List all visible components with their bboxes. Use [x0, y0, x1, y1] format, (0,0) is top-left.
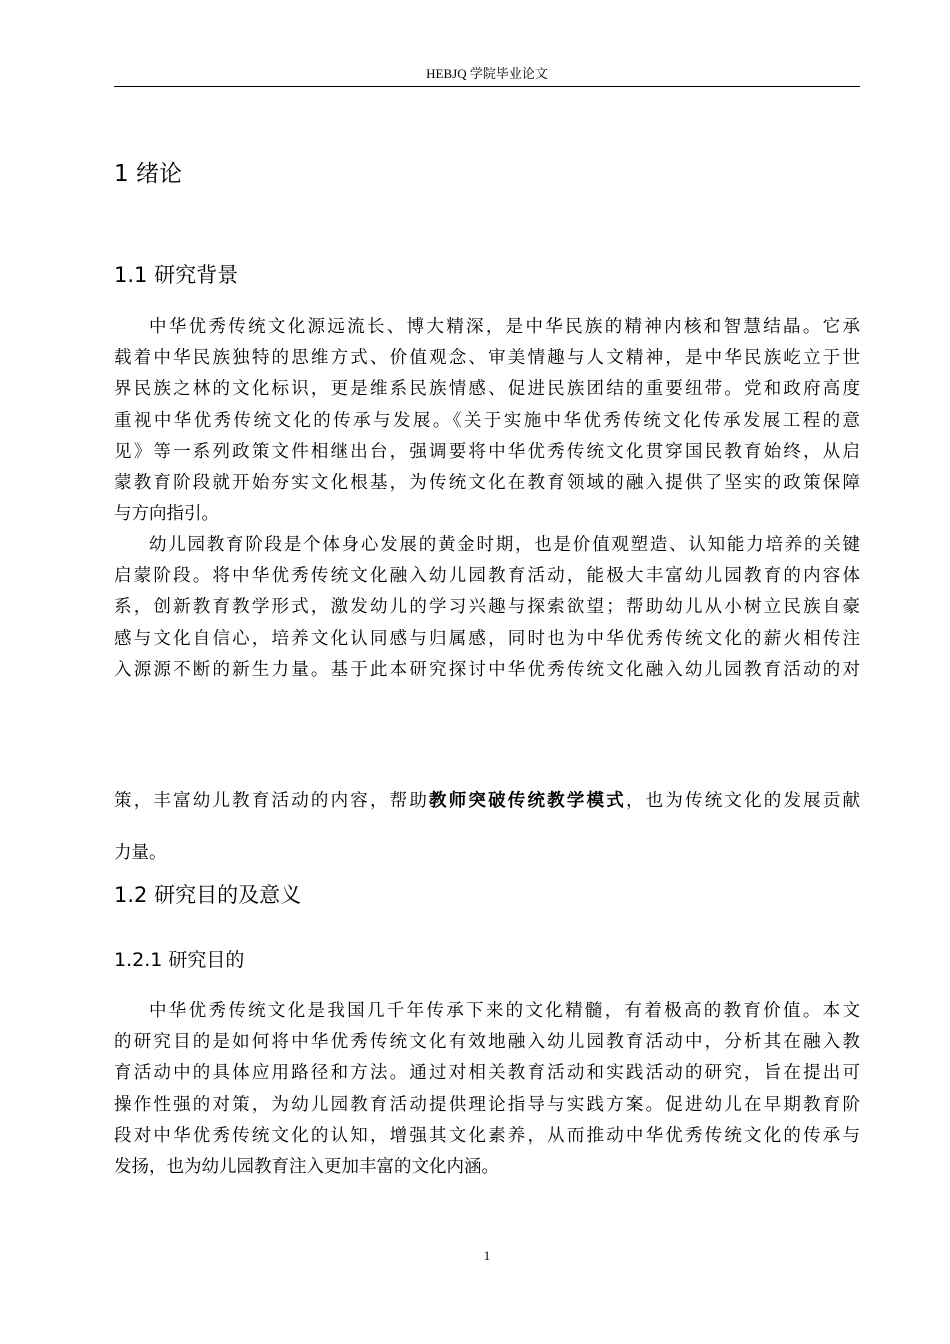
- paragraph-line: 系，创新教育教学形式，激发幼儿的学习兴趣与探索欲望；帮助幼儿从小树立民族自豪: [114, 597, 860, 618]
- paragraph-line: 入源源不断的新生力量。基于此本研究探讨中华优秀传统文化融入幼儿园教育活动的对: [114, 659, 860, 680]
- paragraph-line: 界民族之林的文化标识，更是维系民族情感、促进民族团结的重要纽带。党和政府高度: [114, 379, 860, 400]
- paragraph-line: 中华优秀传统文化是我国几千年传承下来的文化精髓，有着极高的教育价值。本文: [149, 1001, 860, 1021]
- paragraph-line: 载着中华民族独特的思维方式、价值观念、审美情趣与人文精神，是中华民族屹立于世: [114, 348, 860, 369]
- paragraph-line: 操作性强的对策，为幼儿园教育活动提供理论指导与实践方案。促进幼儿在早期教育阶: [114, 1094, 860, 1115]
- paragraph-line: 幼儿园教育阶段是个体身心发展的黄金时期，也是价值观塑造、认知能力培养的关键: [149, 535, 860, 555]
- running-header: HEBJQ 学院毕业论文: [426, 66, 548, 81]
- paragraph-line-with-emphasis: [114, 786, 860, 817]
- paragraph-line: 的研究目的是如何将中华优秀传统文化有效地融入幼儿园教育活动中，分析其在融入教: [114, 1032, 860, 1053]
- section-title-1-1: 1.1 研究背景: [114, 263, 239, 287]
- paragraph-line: 发扬，也为幼儿园教育注入更加丰富的文化内涵。: [114, 1157, 499, 1178]
- paragraph-line: 中华优秀传统文化源远流长、博大精深，是中华民族的精神内核和智慧结晶。它承: [149, 317, 860, 337]
- chapter-title: 1 绪论: [114, 161, 182, 187]
- paragraph-text: 策，丰富幼儿教育活动的内容，帮助: [114, 791, 430, 811]
- paragraph-background-1: [114, 312, 860, 530]
- paragraph-line: 力量。: [114, 843, 167, 863]
- paragraph-line: 重视中华优秀传统文化的传承与发展。《关于实施中华优秀传统文化传承发展工程的意: [114, 410, 860, 431]
- section-title-1-2: 1.2 研究目的及意义: [114, 883, 302, 907]
- paragraph-purpose-1: [114, 996, 860, 1183]
- paragraph-line: 段对中华优秀传统文化的认知，增强其文化素养，从而推动中华优秀传统文化的传承与: [114, 1125, 860, 1146]
- paragraph-background-2-last: [114, 838, 860, 869]
- paragraph-line: 与方向指引。: [114, 504, 219, 525]
- header-rule: [114, 86, 860, 87]
- paragraph-background-2: [114, 530, 860, 686]
- section-title-1-2-1: 1.2.1 研究目的: [114, 949, 245, 971]
- page-number: 1: [483, 1248, 491, 1263]
- paragraph-line: 见》等一系列政策文件相继出台，强调要将中华优秀传统文化贯穿国民教育始终，从启: [114, 441, 860, 462]
- paragraph-line: 启蒙阶段。将中华优秀传统文化融入幼儿园教育活动，能极大丰富幼儿园教育的内容体: [114, 566, 860, 587]
- paragraph-line: 感与文化自信心，培养文化认同感与归属感，同时也为中华优秀传统文化的薪火相传注: [114, 628, 860, 649]
- paragraph-line: 育活动中的具体应用路径和方法。通过对相关教育活动和实践活动的研究，旨在提出可: [114, 1063, 860, 1084]
- paragraph-line: 蒙教育阶段就开始夯实文化根基，为传统文化在教育领域的融入提供了坚实的政策保障: [114, 473, 860, 494]
- paragraph-background-2-tail: [114, 786, 860, 817]
- paragraph-text: ，也为传统文化的发展贡献: [625, 791, 861, 811]
- emphasized-text: 教师突破传统教学模式: [429, 791, 626, 811]
